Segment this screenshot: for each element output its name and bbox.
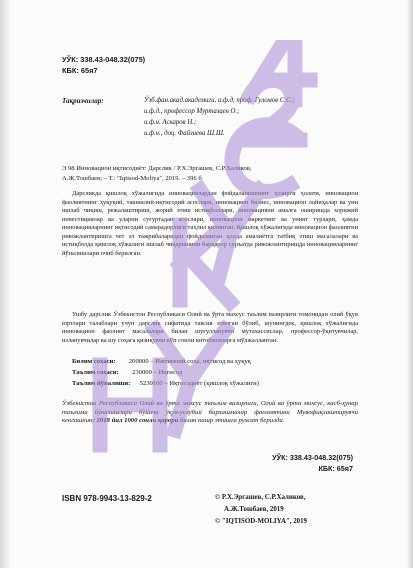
isbn: ISBN 978-9943-13-829-2 (62, 494, 152, 503)
page-edge-right (407, 0, 413, 568)
udk-code-top: УЎК: 338.43-048.32(075) (62, 55, 146, 64)
copyright-authors: © Р.Х.Эргашев, С.Р.Халиков, (215, 494, 306, 501)
copyright-authors-cont: А.Ж.Тошбаев, 2019 (224, 506, 284, 513)
reviewer-2: и.ф.д., профессор Муртазаев О.; (144, 108, 240, 115)
kbk-code-top: КБК: 65я7 (62, 66, 98, 75)
kbk-code-bottom: КБК: 65я7 (318, 464, 353, 473)
stat-value: 5230100 – Иқтисодиёт (қишлоқ хўжалиги) (139, 380, 259, 387)
stat-label: Таълим йўналиши: (72, 380, 131, 387)
stat-label: Билим соҳаси: (72, 358, 116, 365)
udk-code-bottom: УЎК: 338.43-048.32(075) (272, 453, 353, 462)
abstract-paragraph-1: Дарсликда қишлоқ хўжалигида инновациялардан фойдаланишнинг ҳозирги ҳолати, инновацион фаолиятнинг ҳуқуқий, ташкилий-иқтисодий асослари, инновацион бизнес, инновацион лойиҳалар ва уни ишлаб чиқиш, режалаштириш, жорий этиш истиқболлари, инновацияни амалга оширишда хорижий инвестициялар ва уларни суғуртадан асослари, инновацион маркетинг ва унинг турлари, ҳамда инновацияларнинг иқтисодий самарадорлиги таҳлил қилинган. Қишлоқ хўжалигида инновацион фаолиятни ривожлантиришга чет эл тажрибаларидан фойдаланган ҳолда амалиётга татбиқ этиш масалалари ва истиқболда қишлоқ хўжалиги ишлаб чиқаришини барқарор суръатда ривожлантиришда инновацияларнинг йўналишлари очиб берилган. (62, 190, 358, 257)
approval-text: Ўзбекистон Республикаси Олий ва ўрта махсус таълим вазирлиги, Олий ва ўрта махсус, касб-ҳунар таълими йўналишлари бўйича ўқув-услубий бирлашмалар фаолиятини Мувофиқлаштирувчи кенгашнинг (62, 400, 358, 425)
reviewer-4: и.ф.н., доц. Файзиева Ш.Ш. (144, 130, 225, 137)
bibliographic-record-line-2: А.Ж.Тошбаев; – Т.: "Iqtisod-Moliya", 2019. – 396 б (62, 175, 202, 182)
reviewer-3: и.ф.н. Аскаров Н.; (144, 119, 197, 126)
stat-education-direction (72, 380, 259, 387)
copyright-publisher: © "IQTISOD-MOLIYA", 2019 (215, 518, 307, 525)
approval-text-end: билан нашр этишга рухсат берилди. (180, 417, 285, 425)
publication-approval-note (62, 400, 358, 426)
bibliographic-record-line-1: Э 98 Инновацион иқтисодиёт: Дарслик / Р.Х.Эргашев, С.Р.Халиков, (62, 165, 252, 172)
reviewers-label: Тақризчилар: (62, 97, 104, 105)
abstract-paragraph-2: Ушбу дарслик Ўзбекистон Республикаси Олий ва ўрта махсус таълим вазирлиги томонидан олий ўқув юртлари талаблари учун дарслик сифатида тавсия этилган бўлиб, шунингдек, қишлоқ хўжалигида инновацион фаолият масалалари билан шуғулланувчи мутахассислар, профессор-ўқитувчилар, изланувчилар ва шу соҳага қизиқувчи кўп сонли китобхонларга мўлжалланган. (62, 311, 358, 344)
page-edge-left (0, 0, 10, 568)
stat-value: 200000 – Ижтимоий соҳа, иқтисод ва ҳуқуқ (128, 358, 251, 365)
approval-decision: 2018 йил 1000 сонли қарори (96, 417, 179, 425)
stat-value: 230000 – Иқтисод (132, 369, 183, 376)
reviewer-1: Ўзб.фан.акад.академиги, и.ф.д, проф. Гуломов С.С.; (144, 97, 295, 104)
stat-label: Таълим соҳаси: (72, 369, 119, 376)
stat-knowledge-area (72, 358, 251, 365)
stat-education-area (72, 369, 182, 376)
